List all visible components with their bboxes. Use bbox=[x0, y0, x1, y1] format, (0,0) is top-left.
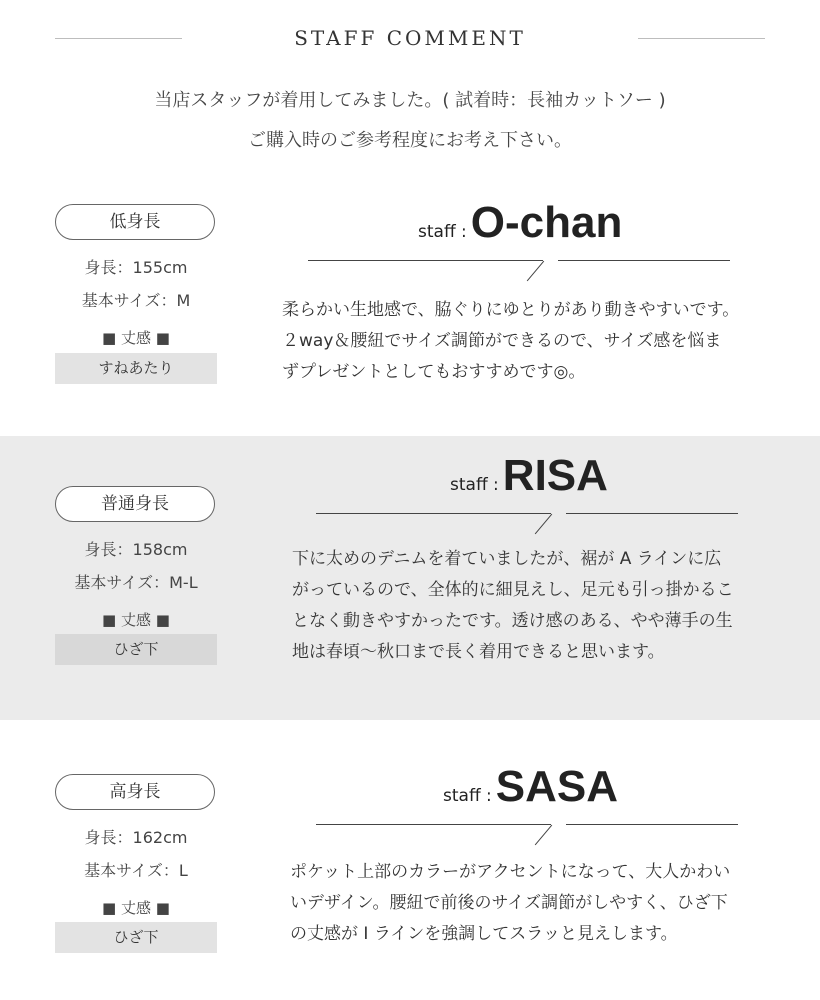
comment-line: となく動きやすかったです。透け感のある、やや薄手の生 bbox=[292, 611, 733, 631]
staff-name: RISA bbox=[502, 451, 608, 500]
name-underline-left bbox=[308, 260, 543, 261]
name-underline-left bbox=[316, 824, 551, 825]
staff-name: O-chan bbox=[470, 198, 623, 247]
length-label: ■ 丈感 ■ bbox=[102, 329, 170, 347]
staff-prefix: staff : bbox=[450, 475, 499, 495]
comment-line: いデザイン。腰紐で前後のサイズ調節がしやすく、ひざ下 bbox=[290, 893, 728, 913]
height-value: 身長：158cm bbox=[84, 540, 188, 559]
height-value: 身長：155cm bbox=[84, 258, 188, 277]
name-underline-left bbox=[316, 513, 551, 514]
staff-section-ochan bbox=[0, 180, 820, 436]
comment-line: ポケット上部のカラーがアクセントになって、大人かわい bbox=[290, 862, 731, 882]
comment-line: 下に太めのデニムを着ていましたが、裾が A ラインに広 bbox=[292, 549, 722, 569]
length-value-badge: ひざ下 bbox=[55, 922, 217, 953]
comment-line: の丈感が I ラインを強調してスラッと見えします。 bbox=[290, 924, 678, 944]
staff-comment-header bbox=[0, 0, 820, 180]
header-right-rule bbox=[638, 38, 765, 39]
name-underline-slash bbox=[535, 514, 552, 535]
name-underline-right bbox=[558, 260, 730, 261]
name-underline-right bbox=[566, 824, 738, 825]
height-category-badge: 普通身長 bbox=[55, 486, 215, 522]
comment-line: 地は春頃〜秋口まで長く着用できると思います。 bbox=[292, 642, 665, 662]
height-category-badge: 低身長 bbox=[55, 204, 215, 240]
intro-line-2: ご購入時のご参考程度にお考え下さい。 bbox=[248, 130, 572, 151]
intro-line-1: 当店スタッフが着用してみました。( 試着時：長袖カットソー ) bbox=[154, 90, 666, 111]
staff-name-heading bbox=[443, 762, 618, 812]
base-size-value: 基本サイズ：M bbox=[81, 291, 191, 310]
staff-prefix: staff : bbox=[418, 222, 467, 242]
staff-comment bbox=[282, 295, 739, 388]
name-underline-right bbox=[566, 513, 738, 514]
comment-line: ２way＆腰紐でサイズ調節ができるので、サイズ感を悩ま bbox=[282, 331, 722, 351]
length-value-badge: ひざ下 bbox=[55, 634, 217, 665]
height-category-badge: 高身長 bbox=[55, 774, 215, 810]
staff-section-sasa bbox=[0, 720, 820, 1000]
staff-name-heading bbox=[450, 451, 608, 501]
base-size-value: 基本サイズ：M-L bbox=[74, 573, 198, 592]
length-label: ■ 丈感 ■ bbox=[102, 611, 170, 629]
name-underline-slash bbox=[527, 261, 544, 282]
comment-line: ずプレゼントとしてもおすすめです◎。 bbox=[282, 362, 586, 382]
staff-name-heading bbox=[418, 198, 622, 248]
name-underline-slash bbox=[535, 825, 552, 846]
page-title: STAFF COMMENT bbox=[294, 26, 526, 50]
length-value-badge: すねあたり bbox=[55, 353, 217, 384]
staff-prefix: staff : bbox=[443, 786, 492, 806]
staff-section-risa bbox=[0, 436, 820, 720]
comment-line: がっているので、全体的に細見えし、足元も引っ掛かるこ bbox=[292, 580, 734, 600]
height-value: 身長：162cm bbox=[84, 828, 188, 847]
length-label: ■ 丈感 ■ bbox=[102, 899, 170, 917]
staff-comment bbox=[292, 544, 734, 668]
staff-comment bbox=[290, 857, 730, 950]
base-size-value: 基本サイズ：L bbox=[84, 861, 188, 880]
staff-name: SASA bbox=[495, 762, 619, 811]
comment-line: 柔らかい生地感で、脇ぐりにゆとりがあり動きやすいです。 bbox=[282, 300, 740, 320]
